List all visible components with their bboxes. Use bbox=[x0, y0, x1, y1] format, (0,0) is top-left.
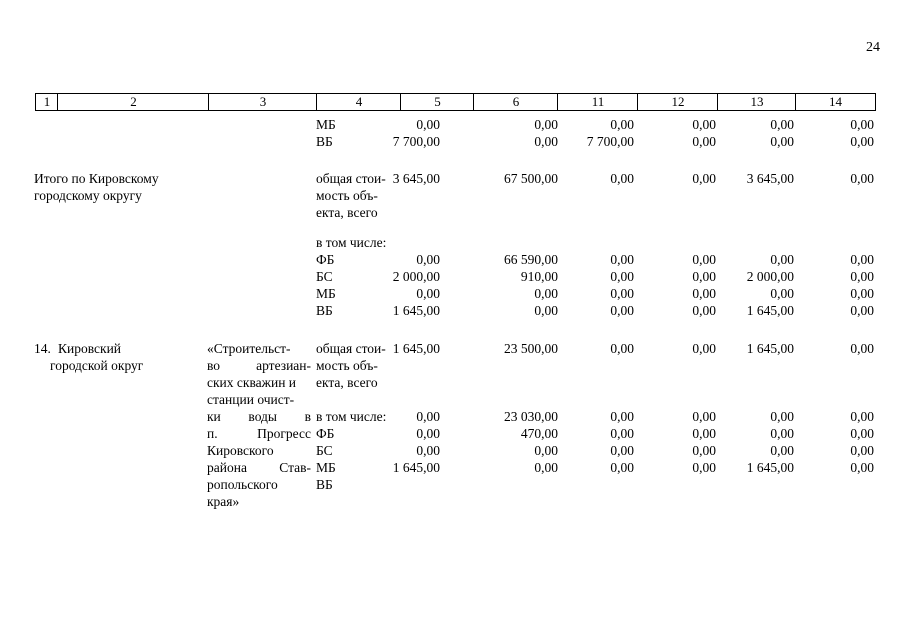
value-cell: 0,00 bbox=[534, 134, 558, 149]
value-cell: 0,00 bbox=[850, 171, 874, 186]
header-cell: 1 bbox=[35, 93, 58, 111]
value-cell: 1 645,00 bbox=[746, 341, 794, 356]
value-cell: 0,00 bbox=[610, 171, 634, 186]
row-description: общая стои- bbox=[316, 341, 386, 356]
row-description: мость объ- bbox=[316, 358, 378, 373]
header-cell: 13 bbox=[717, 93, 796, 111]
value-cell: 0,00 bbox=[692, 409, 716, 424]
value-cell: 0,00 bbox=[850, 341, 874, 356]
value-cell: 7 700,00 bbox=[586, 134, 634, 149]
value-cell: 0,00 bbox=[534, 117, 558, 132]
value-cell: 1 645,00 bbox=[392, 341, 440, 356]
value-cell: 23 500,00 bbox=[504, 341, 558, 356]
header-cell: 4 bbox=[316, 93, 401, 111]
value-cell: 0,00 bbox=[692, 286, 716, 301]
value-cell: 0,00 bbox=[692, 117, 716, 132]
fund-label: ВБ bbox=[316, 134, 333, 149]
value-cell: 0,00 bbox=[610, 252, 634, 267]
value-cell: 0,00 bbox=[692, 269, 716, 284]
fund-label: МБ bbox=[316, 117, 336, 132]
fund-label: ВБ bbox=[316, 303, 333, 318]
header-cell: 3 bbox=[208, 93, 317, 111]
value-cell: 0,00 bbox=[692, 460, 716, 475]
value-cell: 0,00 bbox=[692, 303, 716, 318]
value-cell: 7 700,00 bbox=[392, 134, 440, 149]
value-cell: 0,00 bbox=[850, 426, 874, 441]
value-cell: 0,00 bbox=[416, 117, 440, 132]
value-cell: 0,00 bbox=[770, 134, 794, 149]
value-cell: 0,00 bbox=[850, 303, 874, 318]
fund-label: МБ bbox=[316, 286, 336, 301]
value-cell: 0,00 bbox=[534, 460, 558, 475]
value-cell: 0,00 bbox=[416, 252, 440, 267]
project-name: во артезиан- bbox=[207, 358, 311, 373]
value-cell: 0,00 bbox=[770, 286, 794, 301]
project-name: ки воды в bbox=[207, 409, 311, 424]
value-cell: 0,00 bbox=[610, 303, 634, 318]
value-cell: 0,00 bbox=[534, 303, 558, 318]
header-cell: 5 bbox=[400, 93, 474, 111]
value-cell: 0,00 bbox=[610, 409, 634, 424]
value-cell: 0,00 bbox=[850, 286, 874, 301]
project-name: п. Прогресс bbox=[207, 426, 311, 441]
value-cell: 0,00 bbox=[850, 443, 874, 458]
value-cell: 910,00 bbox=[520, 269, 558, 284]
header-cell: 14 bbox=[795, 93, 876, 111]
district-name: Итого по Кировскому bbox=[34, 171, 159, 186]
value-cell: 0,00 bbox=[770, 426, 794, 441]
including-label: в том числе: bbox=[316, 409, 387, 424]
including-label: в том числе: bbox=[316, 235, 387, 250]
project-name: района Став- bbox=[207, 460, 311, 475]
value-cell: 0,00 bbox=[692, 134, 716, 149]
value-cell: 23 030,00 bbox=[504, 409, 558, 424]
value-cell: 1 645,00 bbox=[746, 303, 794, 318]
value-cell: 0,00 bbox=[850, 134, 874, 149]
value-cell: 470,00 bbox=[520, 426, 558, 441]
row-description: екта, всего bbox=[316, 375, 378, 390]
page-number: 24 bbox=[866, 40, 880, 55]
project-name: края» bbox=[207, 494, 240, 509]
value-cell: 0,00 bbox=[770, 409, 794, 424]
value-cell: 1 645,00 bbox=[392, 460, 440, 475]
project-name: ских скважин и bbox=[207, 375, 297, 390]
project-name: «Строительст- bbox=[207, 341, 291, 356]
value-cell: 2 000,00 bbox=[746, 269, 794, 284]
value-cell: 0,00 bbox=[610, 426, 634, 441]
value-cell: 0,00 bbox=[416, 286, 440, 301]
value-cell: 3 645,00 bbox=[746, 171, 794, 186]
value-cell: 0,00 bbox=[850, 252, 874, 267]
value-cell: 0,00 bbox=[610, 286, 634, 301]
header-cell: 11 bbox=[557, 93, 638, 111]
value-cell: 0,00 bbox=[850, 460, 874, 475]
row-number: 14. bbox=[34, 341, 51, 356]
district-name: Кировский bbox=[58, 341, 122, 356]
value-cell: 1 645,00 bbox=[746, 460, 794, 475]
value-cell: 0,00 bbox=[770, 252, 794, 267]
value-cell: 0,00 bbox=[692, 341, 716, 356]
fund-label: МБ bbox=[316, 460, 336, 475]
value-cell: 66 590,00 bbox=[504, 252, 558, 267]
value-cell: 0,00 bbox=[610, 460, 634, 475]
project-name: ропольского bbox=[207, 477, 278, 492]
project-name: станции очист- bbox=[207, 392, 295, 407]
fund-label: ФБ bbox=[316, 426, 335, 441]
value-cell: 0,00 bbox=[692, 426, 716, 441]
header-cell: 12 bbox=[637, 93, 718, 111]
value-cell: 0,00 bbox=[692, 443, 716, 458]
fund-label: ФБ bbox=[316, 252, 335, 267]
value-cell: 2 000,00 bbox=[392, 269, 440, 284]
value-cell: 0,00 bbox=[610, 117, 634, 132]
value-cell: 0,00 bbox=[416, 443, 440, 458]
district-name: городской округ bbox=[50, 358, 144, 373]
value-cell: 0,00 bbox=[534, 286, 558, 301]
header-cell: 6 bbox=[473, 93, 558, 111]
value-cell: 0,00 bbox=[770, 117, 794, 132]
value-cell: 0,00 bbox=[416, 426, 440, 441]
value-cell: 1 645,00 bbox=[392, 303, 440, 318]
value-cell: 0,00 bbox=[416, 409, 440, 424]
district-name: городскому округу bbox=[34, 188, 142, 203]
value-cell: 0,00 bbox=[534, 443, 558, 458]
fund-label: ВБ bbox=[316, 477, 333, 492]
value-cell: 67 500,00 bbox=[504, 171, 558, 186]
project-name: Кировского bbox=[207, 443, 274, 458]
row-description: екта, всего bbox=[316, 205, 378, 220]
value-cell: 0,00 bbox=[850, 269, 874, 284]
value-cell: 3 645,00 bbox=[392, 171, 440, 186]
value-cell: 0,00 bbox=[610, 443, 634, 458]
row-description: общая стои- bbox=[316, 171, 386, 186]
value-cell: 0,00 bbox=[610, 341, 634, 356]
header-cell: 2 bbox=[57, 93, 209, 111]
fund-label: БС bbox=[316, 443, 333, 458]
value-cell: 0,00 bbox=[850, 409, 874, 424]
fund-label: БС bbox=[316, 269, 333, 284]
row-description: мость объ- bbox=[316, 188, 378, 203]
value-cell: 0,00 bbox=[692, 252, 716, 267]
value-cell: 0,00 bbox=[610, 269, 634, 284]
value-cell: 0,00 bbox=[850, 117, 874, 132]
value-cell: 0,00 bbox=[692, 171, 716, 186]
value-cell: 0,00 bbox=[770, 443, 794, 458]
